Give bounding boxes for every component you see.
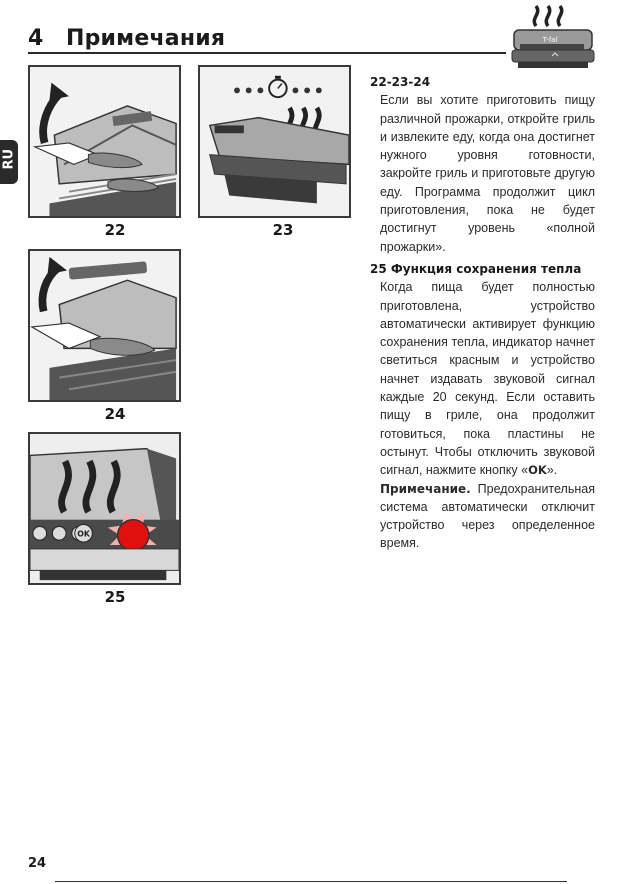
section-25-heading: 25 Функция сохранения тепла — [370, 262, 582, 276]
chapter-title — [28, 26, 225, 51]
chapter-title-text: Примечания — [66, 26, 226, 51]
section-25-body-text: Когда пища будет полностью приготовлена, устройство автоматически активирует функцию сохранения тепла, индикатор начнет светиться красным и устройство начнет издавать звуковой сигнал каждые 20 секунд. Если оставить пищу в гриле, она продолжит готовиться, пока пластины не остынут. Чтобы отключить звуковой сигнал, нажмите кнопку « — [380, 280, 595, 478]
section-25-note — [370, 480, 595, 553]
header-rule — [28, 52, 506, 54]
figure-22-label: 22 — [104, 221, 126, 239]
section-25-body-end: ». — [546, 463, 558, 478]
brand-logo: T-fal — [542, 36, 558, 44]
language-tab — [0, 140, 18, 184]
section-22-24-body: Если вы хотите приготовить пищу различной прожарки, откройте гриль и извлеките еду, когда она достигнет нужного уровня готовности, закройте гриль и приготовьте другую еду. Программа продолжит цикл приготовления, пока не будет достигнут уровень «полной прожарки». — [380, 93, 595, 254]
figure-25-label: 25 — [104, 588, 126, 606]
section-22-24 — [370, 73, 595, 256]
page-number: 24 — [28, 856, 47, 871]
figure-23-timer-cooking — [198, 65, 351, 218]
figure-25-keep-warm-indicator — [28, 432, 181, 585]
ok-button-reference: OK — [528, 463, 547, 478]
note-label: Примечание. — [380, 481, 471, 496]
language-code: RU — [1, 148, 17, 170]
figure-24-open-grill-remove-food — [28, 249, 181, 402]
chapter-number: 4 — [28, 26, 44, 51]
figure-24-label: 24 — [104, 405, 126, 423]
section-25-body — [370, 278, 595, 479]
figure-22-open-grill-remove-food — [28, 65, 181, 218]
ok-button-graphic: OK — [77, 529, 90, 539]
figure-23-label: 23 — [272, 221, 294, 239]
grill-header-illustration — [506, 2, 596, 76]
footer-rule — [55, 881, 567, 882]
section-25 — [370, 260, 595, 553]
section-22-24-heading: 22-23-24 — [370, 75, 431, 89]
note-text: Предохранительная система автоматически отключит устройство через определенное время. — [380, 481, 595, 551]
